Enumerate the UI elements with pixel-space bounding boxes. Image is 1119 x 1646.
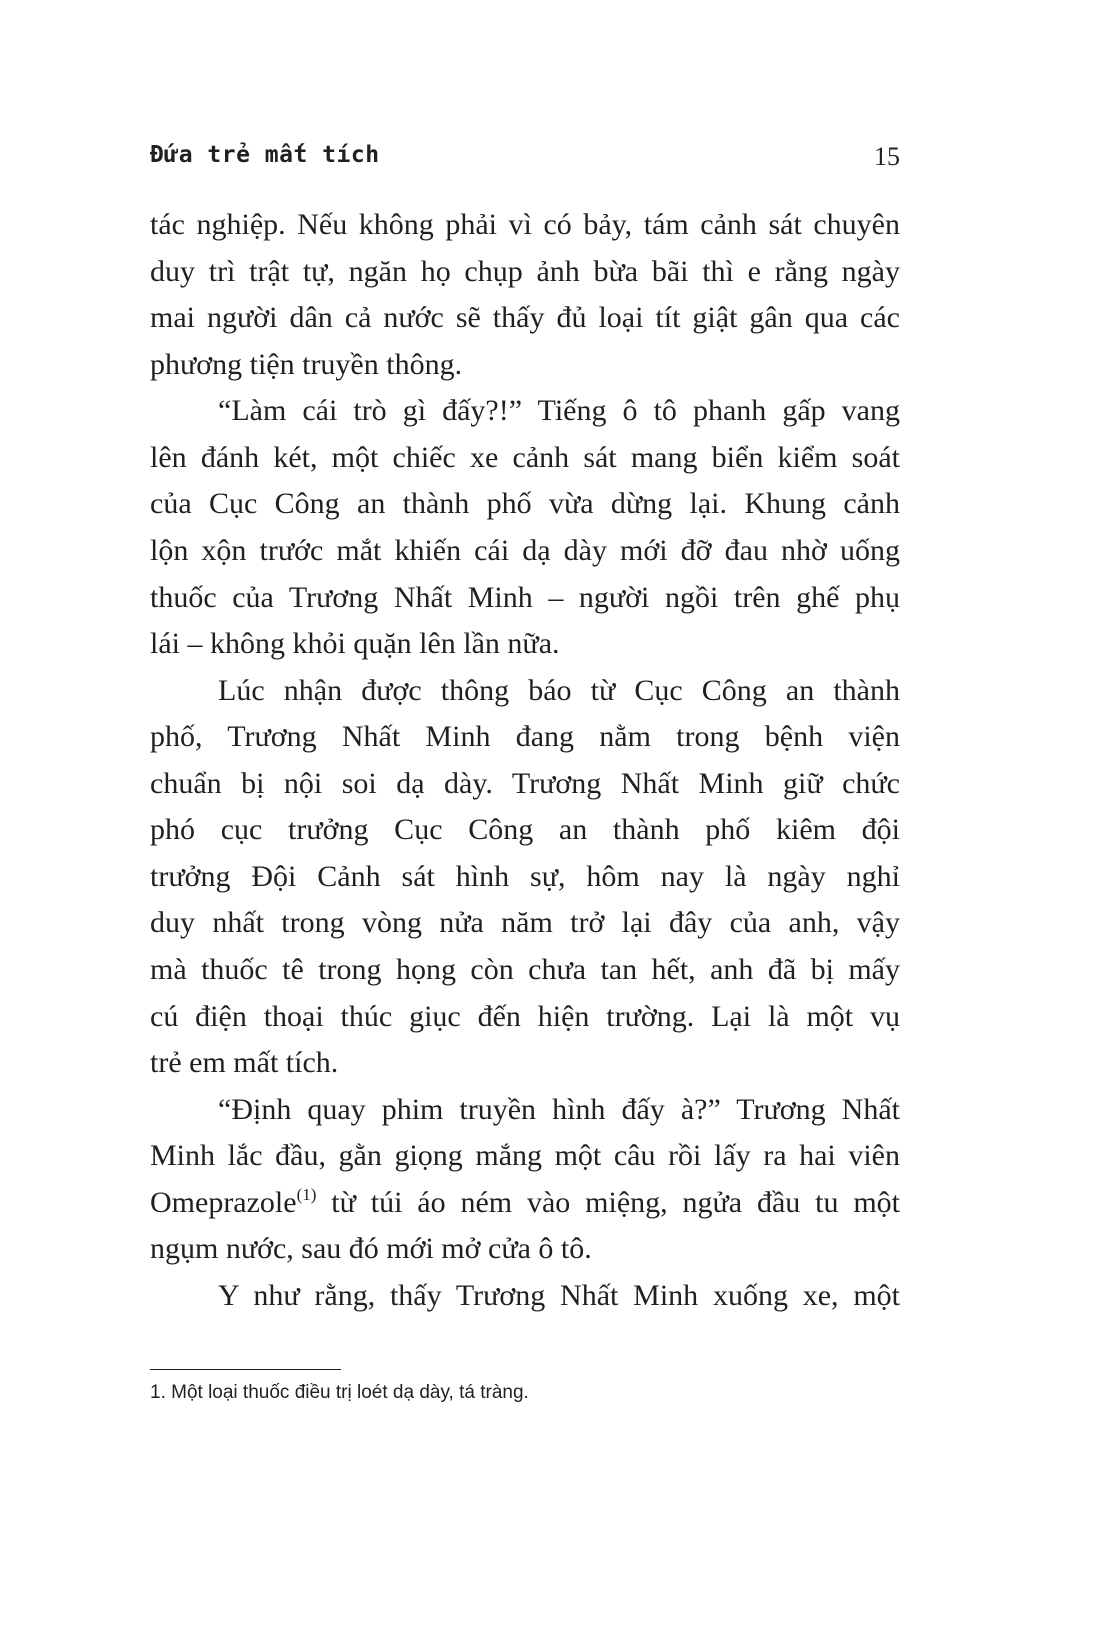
text-line: lên đánh két, một chiếc xe cảnh sát mang biển kiểm soát: [150, 440, 900, 474]
text-line: [150, 1180, 900, 1227]
text-line: ngụm nước, sau đó mới mở cửa ô tô.: [150, 1232, 592, 1266]
text-line: phố, Trương Nhất Minh đang nằm trong bệnh viện: [150, 720, 900, 754]
running-title: Đứa trẻ mất tích: [150, 142, 380, 168]
footnote: 1. Một loại thuốc điều trị loét dạ dày, tá tràng.: [150, 1382, 529, 1403]
text-line: mai người dân cả nước sẽ thấy đủ loại tít giật gân qua các: [150, 301, 900, 335]
text-segment: Omeprazole: [150, 1185, 297, 1219]
text-line: lộn xộn trước mắt khiến cái dạ dày mới đỡ đau nhờ uống: [150, 533, 900, 567]
text-line: của Cục Công an thành phố vừa dừng lại. Khung cảnh: [150, 487, 900, 521]
text-line: “Định quay phim truyền hình đấy à?” Trương Nhất: [218, 1092, 900, 1126]
page-number: 15: [874, 142, 900, 171]
text-line: tác nghiệp. Nếu không phải vì có bảy, tám cảnh sát chuyên: [150, 208, 900, 241]
text-line: Y như rằng, thấy Trương Nhất Minh xuống xe, một: [218, 1278, 900, 1312]
footnote-reference: (1): [296, 1184, 317, 1204]
text-line: trưởng Đội Cảnh sát hình sự, hôm nay là ngày nghỉ: [150, 859, 900, 893]
body-text: [150, 202, 900, 1320]
text-line: Minh lắc đầu, gằn giọng mắng một câu rồi lấy ra hai viên: [150, 1139, 900, 1173]
text-line: duy nhất trong vòng nửa năm trở lại đây của anh, vậy: [150, 906, 900, 940]
text-line: phó cục trưởng Cục Công an thành phố kiêm đội: [150, 813, 900, 847]
text-line: lái – không khỏi quặn lên lần nữa.: [150, 627, 560, 661]
text-line: phương tiện truyền thông.: [150, 347, 463, 381]
text-segment: từ túi áo ném vào miệng, ngửa đầu tu một: [316, 1185, 900, 1219]
text-line: thuốc của Trương Nhất Minh – người ngồi trên ghế phụ: [150, 580, 900, 614]
text-line: duy trì trật tự, ngăn họ chụp ảnh bừa bãi thì e rằng ngày: [150, 254, 900, 288]
text-line: Lúc nhận được thông báo từ Cục Công an thành: [218, 673, 900, 707]
text-line: cú điện thoại thúc giục đến hiện trường. Lại là một vụ: [150, 999, 900, 1033]
text-line: trẻ em mất tích.: [150, 1046, 339, 1080]
footnote-divider: [150, 1369, 341, 1370]
text-line: chuẩn bị nội soi dạ dày. Trương Nhất Minh giữ chức: [150, 766, 900, 800]
text-line: “Làm cái trò gì đấy?!” Tiếng ô tô phanh gấp vang: [218, 394, 900, 428]
text-line: mà thuốc tê trong họng còn chưa tan hết, anh đã bị mấy: [150, 953, 900, 986]
